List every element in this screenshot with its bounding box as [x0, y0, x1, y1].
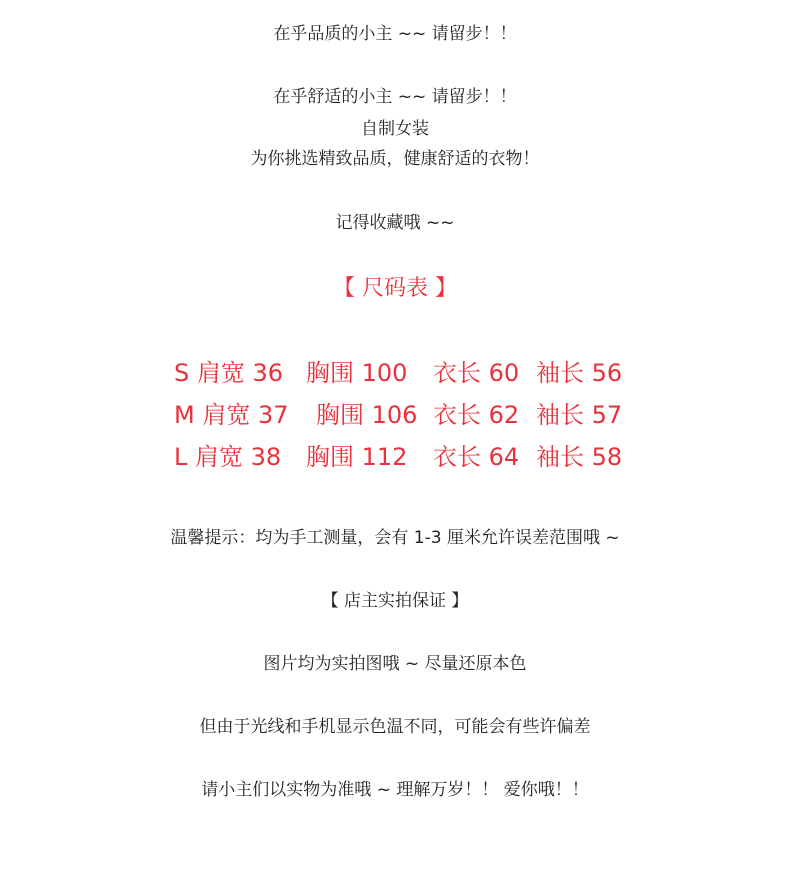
color-deviation-note: 但由于光线和手机显示色温不同，可能会有些许偏差	[199, 717, 591, 737]
intro-line-comfort: 在乎舒适的小主 ~~ 请留步！！	[273, 87, 517, 107]
size-shoulder-cell: M 肩宽 37	[174, 401, 289, 429]
closing-note: 请小主们以实物为准哦 ~ 理解万岁！！ 爱你哦！！	[201, 780, 589, 800]
intro-line-selection: 为你挑选精致品质，健康舒适的衣物！	[250, 149, 540, 169]
size-shoulder-cell: S 肩宽 36	[174, 359, 284, 387]
chest-cell: 胸围 106	[316, 401, 418, 429]
length-cell: 衣长 60	[433, 359, 520, 387]
guarantee-title: 【 店主实拍保证 】	[321, 591, 469, 611]
size-row-s	[0, 357, 790, 389]
size-row-m	[0, 399, 790, 431]
intro-line-quality: 在乎品质的小主 ~~ 请留步！！	[273, 24, 517, 44]
chest-cell: 胸围 112	[306, 443, 408, 471]
sleeve-cell: 袖长 56	[536, 359, 623, 387]
intro-line-brand: 自制女装	[361, 119, 429, 139]
size-row-l	[0, 441, 790, 473]
photo-note: 图片均为实拍图哦 ~ 尽量还原本色	[263, 654, 527, 674]
sleeve-cell: 袖长 57	[536, 401, 623, 429]
size-shoulder-cell: L 肩宽 38	[174, 443, 282, 471]
measurement-tip: 温馨提示：均为手工测量，会有 1-3 厘米允许误差范围哦 ~	[170, 528, 620, 548]
length-cell: 衣长 64	[433, 443, 520, 471]
sleeve-cell: 袖长 58	[536, 443, 623, 471]
size-chart-title: 【 尺码表 】	[333, 276, 457, 301]
intro-line-favorite: 记得收藏哦 ~~	[335, 213, 455, 233]
length-cell: 衣长 62	[433, 401, 520, 429]
chest-cell: 胸围 100	[306, 359, 408, 387]
